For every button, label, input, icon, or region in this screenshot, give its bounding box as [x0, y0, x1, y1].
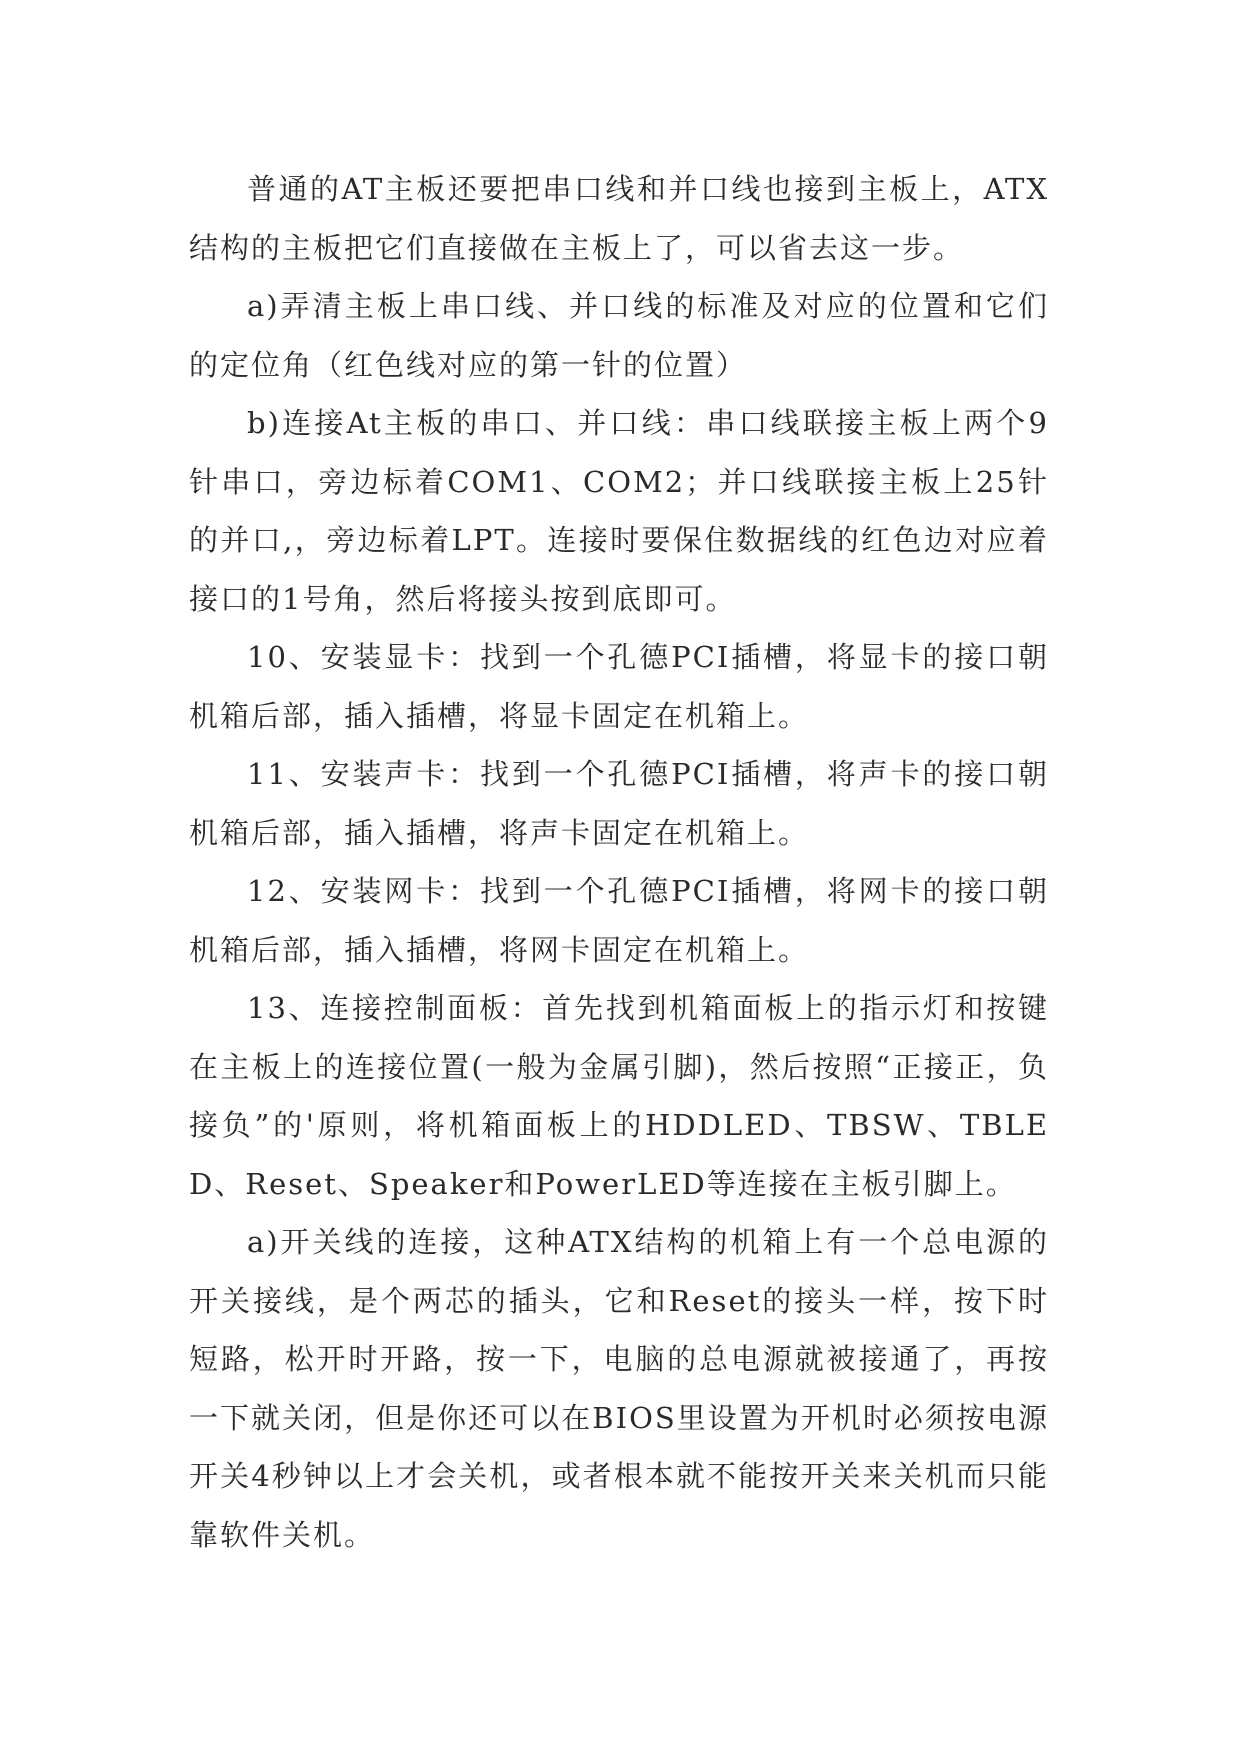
document-body — [189, 160, 1049, 1564]
paragraph: b)连接At主板的串口、并口线：串口线联接主板上两个9针串口，旁边标着COM1、COM2；并口线联接主板上25针的并口,，旁边标着LPT。连接时要保住数据线的红色边对应着接口的1号角，然后将接头按到底即可。 — [189, 406, 1049, 616]
paragraph: 普通的AT主板还要把串口线和并口线也接到主板上，ATX结构的主板把它们直接做在主板上了，可以省去这一步。 — [189, 172, 1049, 265]
paragraph: 11、安装声卡：找到一个孔德PCI插槽，将声卡的接口朝机箱后部，插入插槽，将声卡固定在机箱上。 — [189, 757, 1049, 850]
paragraph: 10、安装显卡：找到一个孔德PCI插槽，将显卡的接口朝机箱后部，插入插槽，将显卡固定在机箱上。 — [189, 640, 1049, 733]
paragraph: a)开关线的连接，这种ATX结构的机箱上有一个总电源的开关接线，是个两芯的插头，它和Reset的接头一样，按下时短路，松开时开路，按一下，电脑的总电源就被接通了，再按一下就关闭，但是你还可以在BIOS里设置为开机时必须按电源开关4秒钟以上才会关机，或者根本就不能按开关来关机而只能靠软件关机。 — [189, 1225, 1049, 1552]
paragraph: a)弄清主板上串口线、并口线的标准及对应的位置和它们的定位角（红色线对应的第一针的位置） — [189, 289, 1049, 382]
paragraph: 12、安装网卡：找到一个孔德PCI插槽，将网卡的接口朝机箱后部，插入插槽，将网卡固定在机箱上。 — [189, 874, 1049, 967]
paragraph: 13、连接控制面板：首先找到机箱面板上的指示灯和按键在主板上的连接位置(一般为金属引脚)，然后按照“正接正，负接负”的'原则，将机箱面板上的HDDLED、TBSW、TBLED、Reset、Speaker和PowerLED等连接在主板引脚上。 — [189, 991, 1049, 1201]
